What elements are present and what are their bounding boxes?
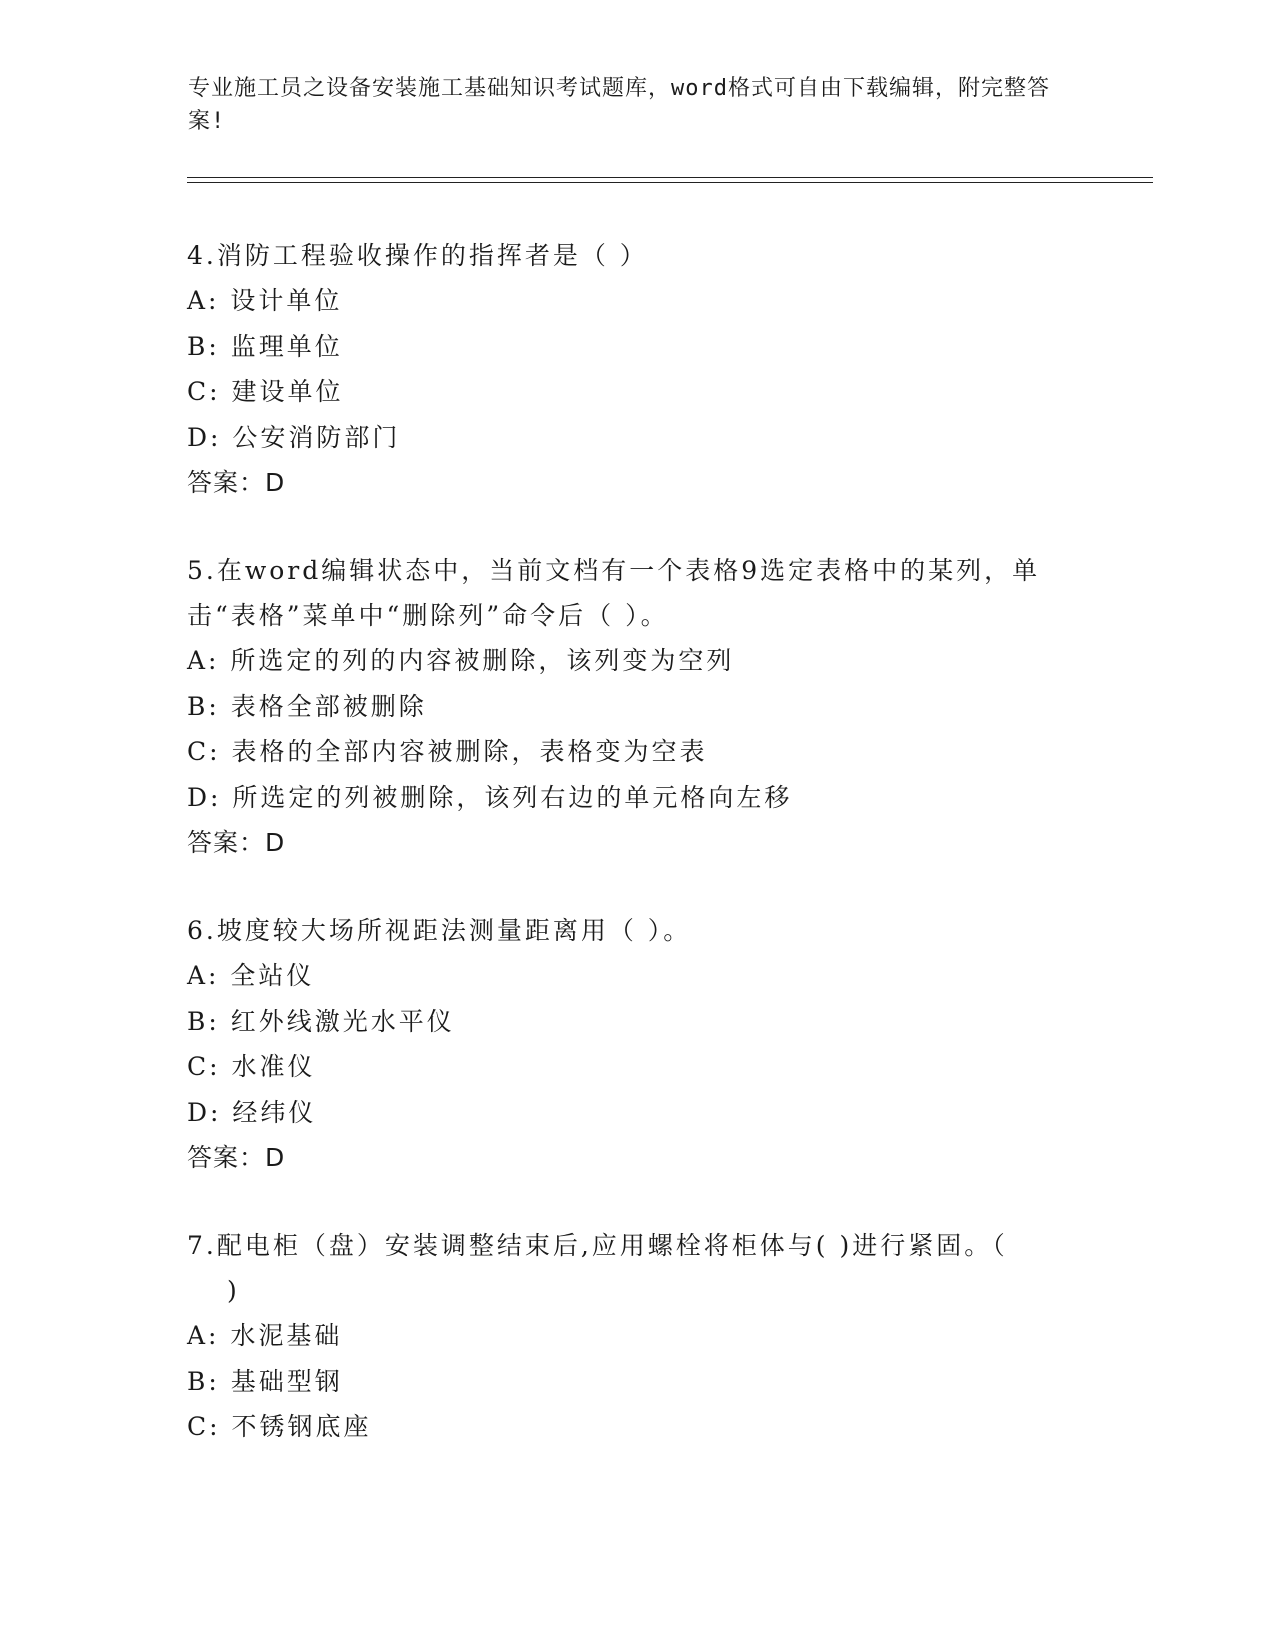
option-b: B: 基础型钢 — [187, 1366, 343, 1396]
option-d: D: 经纬仪 — [187, 1097, 317, 1127]
document-header: 专业施工员之设备安装施工基础知识考试题库，word格式可自由下载编辑，附完整答案! — [188, 76, 1050, 134]
option-b: B: 红外线激光水平仪 — [187, 1006, 455, 1036]
question-5 — [187, 548, 1087, 865]
question-7 — [187, 1223, 1087, 1450]
question-4 — [187, 233, 1087, 505]
option-a: A: 设计单位 — [187, 286, 343, 315]
option-c: C: 不锈钢底座 — [187, 1412, 372, 1441]
answer: 答案：D — [187, 1143, 286, 1172]
question-title: 5.在word编辑状态中，当前文档有一个表格9选定表格中的某列，单击“表格”菜单中“删除列”命令后（ ）。 — [187, 556, 1041, 630]
answer: 答案：D — [187, 468, 286, 497]
option-d: D: 公安消防部门 — [187, 422, 401, 452]
question-title: 4.消防工程验收操作的指挥者是（ ） — [187, 241, 648, 270]
option-c: C: 建设单位 — [187, 377, 344, 406]
option-d: D: 所选定的列被删除，该列右边的单元格向左移 — [187, 782, 793, 812]
option-a: A: 所选定的列的内容被删除，该列变为空列 — [187, 646, 735, 675]
question-6 — [187, 908, 1087, 1180]
option-c: C: 水准仪 — [187, 1052, 316, 1081]
question-title-continuation: ) — [227, 1276, 240, 1305]
question-title-line: 7.配电柜（盘）安装调整结束后,应用螺栓将柜体与( )进行紧固。（ — [187, 1231, 1008, 1260]
option-a: A: 全站仪 — [187, 961, 315, 990]
header-divider-bottom — [187, 182, 1153, 183]
header-divider-top — [187, 177, 1153, 178]
question-title: 6.坡度较大场所视距法测量距离用（ ）。 — [187, 916, 692, 945]
answer: 答案：D — [187, 828, 286, 857]
question-title — [187, 1223, 1087, 1313]
option-a: A: 水泥基础 — [187, 1321, 343, 1350]
option-b: B: 监理单位 — [187, 331, 343, 361]
option-c: C: 表格的全部内容被删除，表格变为空表 — [187, 737, 708, 766]
question-list — [187, 233, 1087, 1493]
option-b: B: 表格全部被删除 — [187, 691, 427, 721]
